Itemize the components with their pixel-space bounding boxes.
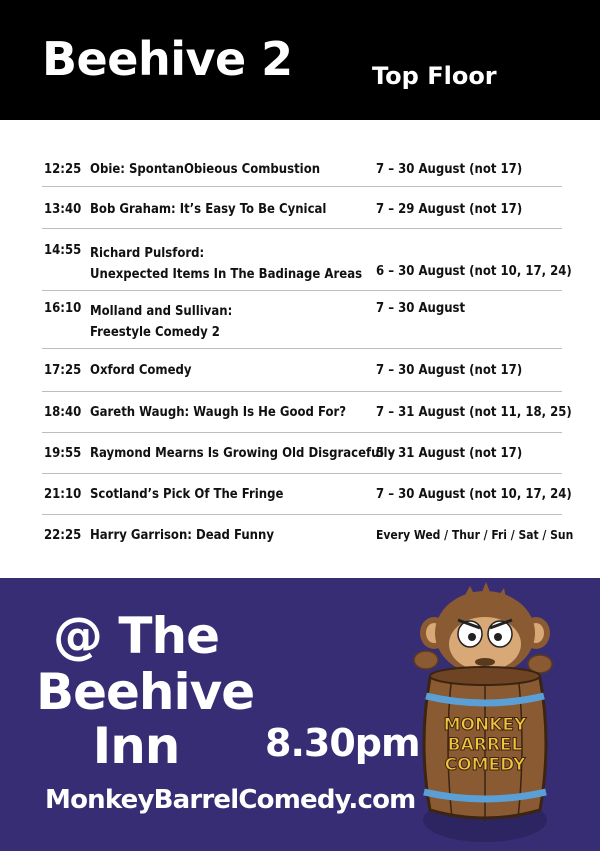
schedule-row: [42, 392, 572, 433]
schedule-row: [42, 148, 562, 187]
schedule-row: [42, 291, 562, 349]
schedule-row: [42, 187, 562, 229]
show-dates: 7 – 30 August: [376, 301, 466, 316]
schedule-row: [42, 474, 572, 515]
schedule-table: [42, 148, 574, 555]
svg-text:MONKEY: MONKEY: [443, 715, 527, 735]
show-time: 12:25: [44, 162, 82, 177]
venue-line-1: @ The: [52, 607, 220, 665]
show-time: 13:40: [44, 202, 82, 217]
header-banner: [0, 0, 600, 120]
show-title: Oxford Comedy: [90, 363, 192, 378]
show-title: Harry Garrison: Dead Funny: [90, 528, 274, 543]
logo-text: [444, 715, 527, 775]
show-dates: 5 – 31 August (not 17): [376, 446, 523, 461]
schedule-row: [42, 433, 562, 474]
show-dates: 7 – 29 August (not 17): [376, 202, 523, 217]
schedule-row: [42, 229, 572, 291]
monkey-barrel-logo: [400, 578, 600, 851]
show-title: Obie: SpontanObieous Combustion: [90, 162, 321, 177]
show-dates: 6 – 30 August (not 10, 17, 24): [376, 264, 572, 279]
schedule-row: [42, 349, 562, 392]
schedule-row: [42, 515, 574, 555]
show-dates: 7 – 30 August (not 10, 17, 24): [376, 487, 572, 502]
show-title: Gareth Waugh: Waugh Is He Good For?: [90, 405, 347, 420]
show-dates: 7 – 31 August (not 11, 18, 25): [376, 405, 572, 420]
venue-footer: [0, 578, 600, 851]
show-dates: 7 – 30 August (not 17): [376, 162, 523, 177]
show-start-time: 8.30pm: [265, 721, 420, 765]
website-url: MonkeyBarrelComedy.com: [45, 785, 416, 815]
show-title: Richard Pulsford: Unexpected Items In The Badinage Areas: [90, 246, 363, 282]
show-time: 22:25: [44, 528, 82, 543]
floor-label: Top Floor: [372, 62, 497, 90]
show-time: 19:55: [44, 446, 82, 461]
svg-text:COMEDY: COMEDY: [444, 755, 526, 775]
show-title: Bob Graham: It’s Easy To Be Cynical: [90, 202, 327, 217]
venue-title: Beehive 2: [42, 32, 293, 86]
show-time: 18:40: [44, 405, 82, 420]
svg-text:BARREL: BARREL: [447, 735, 523, 755]
show-title: Scotland’s Pick Of The Fringe: [90, 487, 284, 502]
show-title: Molland and Sullivan: Freestyle Comedy 2: [90, 304, 233, 340]
monkey-icon: [414, 582, 552, 675]
venue-line-2: Beehive: [36, 663, 255, 721]
show-time: 14:55: [44, 243, 82, 258]
show-title: Raymond Mearns Is Growing Old Disgracefully: [90, 446, 396, 461]
venue-line-3: Inn: [92, 717, 180, 775]
show-time: 21:10: [44, 487, 82, 502]
show-time: 17:25: [44, 363, 82, 378]
show-time: 16:10: [44, 301, 82, 316]
show-dates: Every Wed / Thur / Fri / Sat / Sun: [376, 528, 574, 542]
show-dates: 7 – 30 August (not 17): [376, 363, 523, 378]
